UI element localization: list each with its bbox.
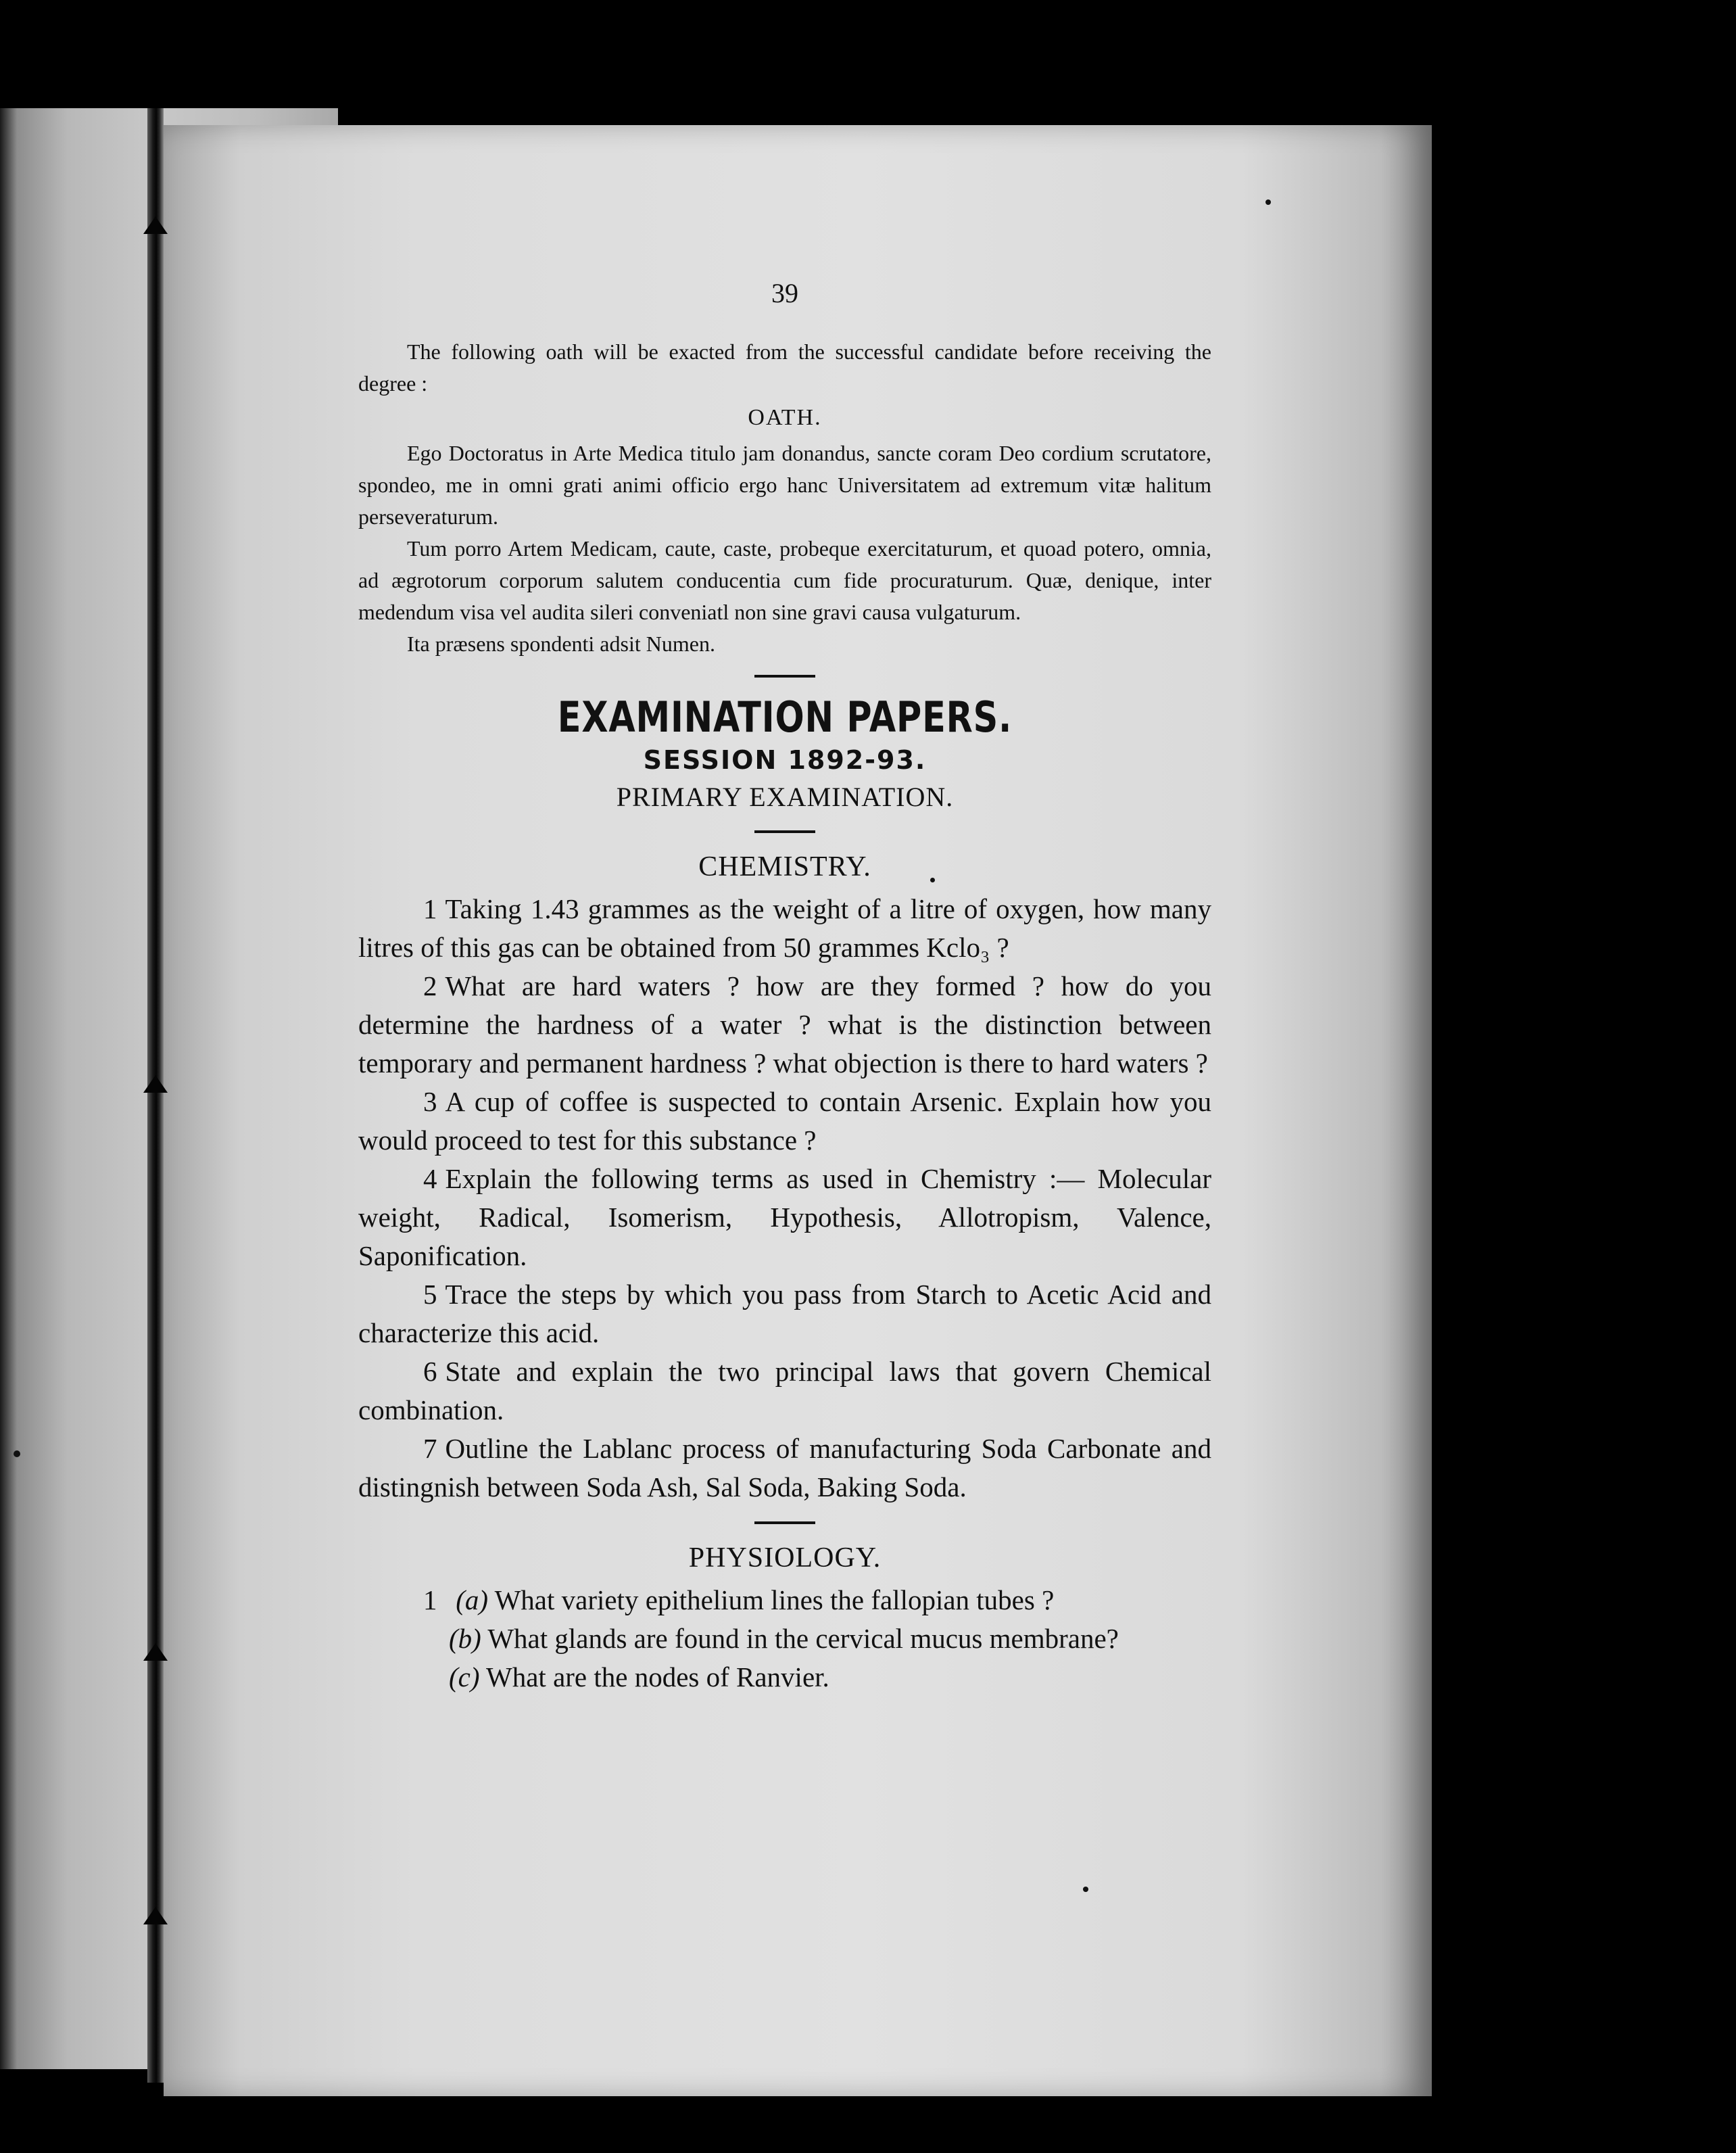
question-text: Trace the steps by which you pass from Starch to Acetic Acid and characterize this acid. — [358, 1279, 1211, 1348]
question-part — [358, 1658, 1211, 1697]
section-rule — [754, 830, 815, 833]
question-item — [358, 967, 1211, 1083]
page-number: 39 — [771, 278, 798, 308]
exam-type-heading: PRIMARY EXAMINATION. — [616, 782, 954, 812]
dust-speck — [14, 1450, 20, 1457]
question-item — [358, 1352, 1211, 1429]
oath-paragraph: Ego Doctoratus in Arte Medica titulo jam donandus, sancte coram Deo cordium scrutatore, spondeo, me in omni grati animi officio ergo hanc Universitatem ad extremum vitæ halitum perseveraturum. — [358, 441, 1211, 529]
oath-paragraph: Tum porro Artem Medicam, caute, caste, probeque exercitaturum, et quoad potero, omnia, ad ægrotorum corporum salutem conducentia cum fide procuraturum. Quæ, denique, inter medendum visa vel audita sileri conveniatl non sine gravi causa vulgaturum. — [358, 536, 1211, 624]
question-part-letter: (a) — [456, 1584, 489, 1615]
intro-text: The following oath will be exacted from the successful candidate before receiving the degree : — [358, 339, 1211, 396]
question-text: What glands are found in the cervical mucus membrane? — [487, 1623, 1119, 1654]
question-number: 2 — [423, 970, 437, 1001]
section-rule — [754, 1521, 815, 1524]
oath-title: OATH. — [748, 405, 822, 430]
book-gutter — [147, 108, 164, 2083]
question-item — [358, 890, 1211, 967]
question-part — [358, 1619, 1211, 1658]
oath-paragraph: Ita præsens spondenti adsit Numen. — [407, 632, 715, 656]
physiology-questions — [358, 1581, 1211, 1697]
question-part-letter: (c) — [449, 1661, 480, 1693]
chemistry-heading: CHEMISTRY. — [698, 851, 871, 882]
question-item — [358, 1581, 1211, 1619]
question-number: 6 — [423, 1356, 437, 1387]
question-text: Outline the Lablanc process of manufacturing Soda Carbonate and distingnish between Soda Ash, Sal Soda, Baking Soda. — [358, 1433, 1211, 1503]
oath-section — [358, 336, 1211, 660]
question-text: What variety epithelium lines the fallopian tubes ? — [494, 1584, 1055, 1615]
question-number: 5 — [423, 1279, 437, 1310]
question-item — [358, 1083, 1211, 1160]
question-number: 1 — [423, 893, 437, 924]
question-item — [358, 1275, 1211, 1352]
question-number: 4 — [423, 1163, 437, 1194]
question-text: What are hard waters ? how are they formed ? how do you determine the hardness of a water ? what is the distinction between temporary and permanent hardness ? what objection is there to hard waters ? — [358, 970, 1211, 1079]
physiology-heading: PHYSIOLOGY. — [688, 1542, 882, 1574]
question-number: 7 — [423, 1433, 437, 1464]
question-number: 3 — [423, 1086, 437, 1117]
question-item — [358, 1160, 1211, 1275]
question-text: What are the nodes of Ranvier. — [486, 1661, 829, 1693]
question-text: Taking 1.43 grammes as the weight of a litre of oxygen, how many litres of this gas can be obtained from 50 grammes Kclo₃ ? — [358, 893, 1211, 963]
page-content — [358, 277, 1211, 1697]
chemistry-questions — [358, 890, 1211, 1507]
question-text: A cup of coffee is suspected to contain Arsenic. Explain how you would proceed to test for this substance ? — [358, 1086, 1211, 1156]
question-text: Explain the following terms as used in Chemistry :— Molecular weight, Radical, Isomerism, Hypothesis, Allotropism, Valence, Saponification. — [358, 1163, 1211, 1271]
dust-speck — [1265, 199, 1271, 205]
question-number: 1 — [423, 1584, 437, 1615]
question-item — [358, 1429, 1211, 1507]
exam-title: EXAMINATION PAPERS. — [557, 692, 1013, 742]
session-heading: SESSION 1892-93. — [643, 745, 927, 775]
section-rule — [754, 675, 815, 678]
question-text: State and explain the two principal laws that govern Chemical combination. — [358, 1356, 1211, 1425]
dust-speck — [1083, 1887, 1088, 1892]
question-part-letter: (b) — [449, 1623, 481, 1654]
